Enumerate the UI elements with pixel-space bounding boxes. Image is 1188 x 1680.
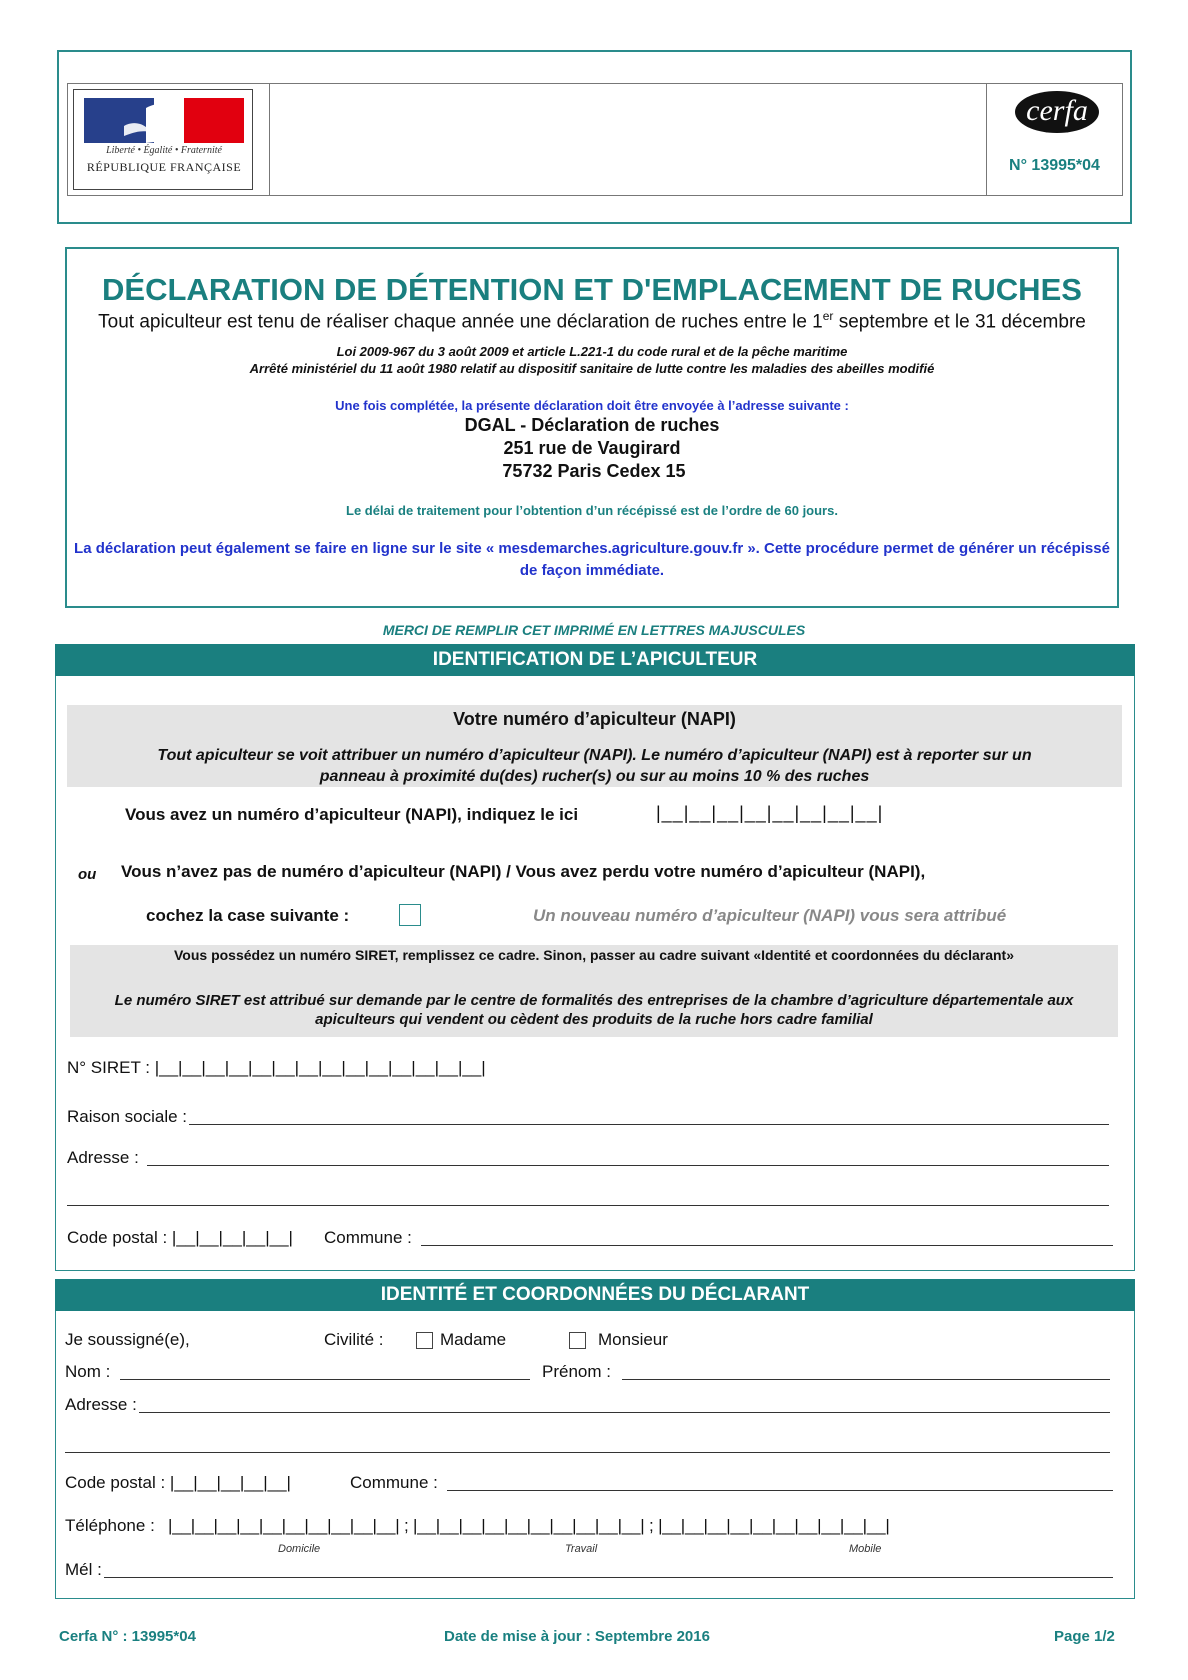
adresse-label: Adresse : <box>67 1148 139 1167</box>
declarant-commune-input[interactable] <box>447 1490 1113 1491</box>
tick-label: cochez la case suivante : <box>146 906 350 925</box>
nom-label: Nom : <box>65 1362 111 1381</box>
madame-checkbox[interactable] <box>416 1332 433 1349</box>
send-instructions: Une fois complétée, la présente déclaration doit être envoyée à l’adresse suivante : <box>335 398 849 413</box>
footer-update-date: Date de mise à jour : Septembre 2016 <box>444 1628 710 1645</box>
siret-intro: Vous possédez un numéro SIRET, remplissez ce cadre. Sinon, passer au cadre suivant «Identité et coordonnées du déclarant» <box>174 947 1014 963</box>
napi-title: Votre numéro d’apiculteur (NAPI) <box>453 709 736 729</box>
adresse-input-2[interactable] <box>67 1205 1109 1206</box>
address-line-2: 251 rue de Vaugirard <box>503 438 681 458</box>
logo-republic: RÉPUBLIQUE FRANÇAISE <box>86 160 242 174</box>
subtitle-text-a: Tout apiculteur est tenu de réaliser chaque année une déclaration de ruches entre le 1 <box>98 311 823 333</box>
law-reference-1: Loi 2009-967 du 3 août 2009 et article L.221-1 du code rural et de la pêche maritime <box>336 344 848 359</box>
commune-input[interactable] <box>421 1245 1113 1246</box>
prenom-input[interactable] <box>622 1379 1110 1380</box>
section-identification-heading: IDENTIFICATION DE L’APICULTEUR <box>55 644 1135 676</box>
delay-notice: Le délai de traitement pour l’obtention d’un récépissé est de l’ordre de 60 jours. <box>346 503 838 518</box>
monsieur-checkbox[interactable] <box>569 1332 586 1349</box>
monsieur-label: Monsieur <box>598 1330 668 1349</box>
nom-input[interactable] <box>120 1379 530 1380</box>
section-declarant-heading: IDENTITÉ ET COORDONNÉES DU DÉCLARANT <box>55 1279 1135 1311</box>
footer-cerfa-number: Cerfa N° : 13995*04 <box>59 1628 196 1645</box>
cerfa-logo-icon <box>1015 91 1099 133</box>
napi-number-field[interactable]: |__|__|__|__|__|__|__|__| <box>656 803 884 823</box>
civilite-label: Civilité : <box>324 1330 384 1349</box>
code-postal-field[interactable]: Code postal : |__|__|__|__|__| <box>67 1228 293 1247</box>
prenom-label: Prénom : <box>542 1362 611 1381</box>
raison-sociale-label: Raison sociale : <box>67 1107 188 1126</box>
napi-none-label: Vous n’avez pas de numéro d’apiculteur (NAPI) / Vous avez perdu votre numéro d’apiculteur (NAPI), <box>121 862 926 881</box>
siret-field[interactable]: N° SIRET : |__|__|__|__|__|__|__|__|__|__|__|__|__|__| <box>67 1058 486 1077</box>
online-notice-2: de façon immédiate. <box>519 562 665 579</box>
tel-mobile-caption: Mobile <box>849 1543 882 1555</box>
cerfa-number: N° 13995*04 <box>1009 157 1100 174</box>
napi-have-label: Vous avez un numéro d’apiculteur (NAPI), indiquez le ici <box>125 805 579 824</box>
logo-motto: Liberté • Égalité • Fraternité <box>106 145 222 156</box>
cerfa-logo-text: cerfa <box>1026 94 1088 127</box>
address-line-1: DGAL - Déclaration de ruches <box>464 415 720 435</box>
soussigne-label: Je soussigné(e), <box>65 1330 190 1349</box>
napi-note-2: panneau à proximité du(des) rucher(s) ou sur au moins 10 % des ruches <box>319 768 870 785</box>
address-line-3: 75732 Paris Cedex 15 <box>502 461 686 481</box>
or-label: ou <box>78 866 97 883</box>
tel-travail-caption: Travail <box>565 1543 598 1555</box>
declarant-adresse-label: Adresse : <box>65 1395 137 1414</box>
madame-label: Madame <box>440 1330 507 1349</box>
raison-sociale-input[interactable] <box>189 1124 1109 1125</box>
siret-note-2: apiculteurs qui vendent ou cèdent des produits de la ruche hors cadre familial <box>315 1011 873 1028</box>
tel-domicile-caption: Domicile <box>278 1543 321 1555</box>
mel-input[interactable] <box>104 1577 1113 1578</box>
caps-notice: MERCI DE REMPLIR CET IMPRIMÉ EN LETTRES MAJUSCULES <box>382 622 806 638</box>
online-notice-1: La déclaration peut également se faire en ligne sur le site « mesdemarches.agriculture.gouv.fr ». Cette procédure permet de générer un récépissé <box>74 540 1110 557</box>
new-napi-note: Un nouveau numéro d’apiculteur (NAPI) vous sera attribué <box>533 906 1007 925</box>
siret-note-1: Le numéro SIRET est attribué sur demande par le centre de formalités des entreprises de la chambre d’agriculture départementale aux <box>114 992 1074 1009</box>
marianne-logo <box>73 89 253 190</box>
telephone-label: Téléphone : <box>65 1516 155 1535</box>
telephone-fields[interactable]: |__|__|__|__|__|__|__|__|__|__| ; |__|__|__|__|__|__|__|__|__|__| ; |__|__|__|__|__|__|__|__|__|__| <box>168 1516 890 1535</box>
declarant-code-postal-field[interactable]: Code postal : |__|__|__|__|__| <box>65 1473 291 1492</box>
footer-page-number: Page 1/2 <box>1054 1628 1115 1645</box>
new-napi-checkbox[interactable] <box>399 904 421 926</box>
page-subtitle <box>65 309 1119 333</box>
law-reference-2: Arrêté ministériel du 11 août 1980 relatif au dispositif sanitaire de lutte contre les maladies des abeilles modifié <box>249 361 935 376</box>
commune-label: Commune : <box>324 1228 412 1247</box>
declarant-adresse-input-1[interactable] <box>139 1412 1110 1413</box>
napi-note-1: Tout apiculteur se voit attribuer un numéro d’apiculteur (NAPI). Le numéro d’apiculteur (NAPI) est à reporter sur un <box>157 747 1032 764</box>
subtitle-text-b: septembre et le 31 décembre <box>833 311 1086 333</box>
page-title: DÉCLARATION DE DÉTENTION ET D'EMPLACEMENT DE RUCHES <box>102 272 1082 307</box>
subtitle-sup: er <box>822 309 834 323</box>
adresse-input-1[interactable] <box>147 1165 1109 1166</box>
declarant-commune-label: Commune : <box>350 1473 438 1492</box>
declarant-adresse-input-2[interactable] <box>65 1452 1110 1453</box>
mel-label: Mél : <box>65 1560 102 1579</box>
